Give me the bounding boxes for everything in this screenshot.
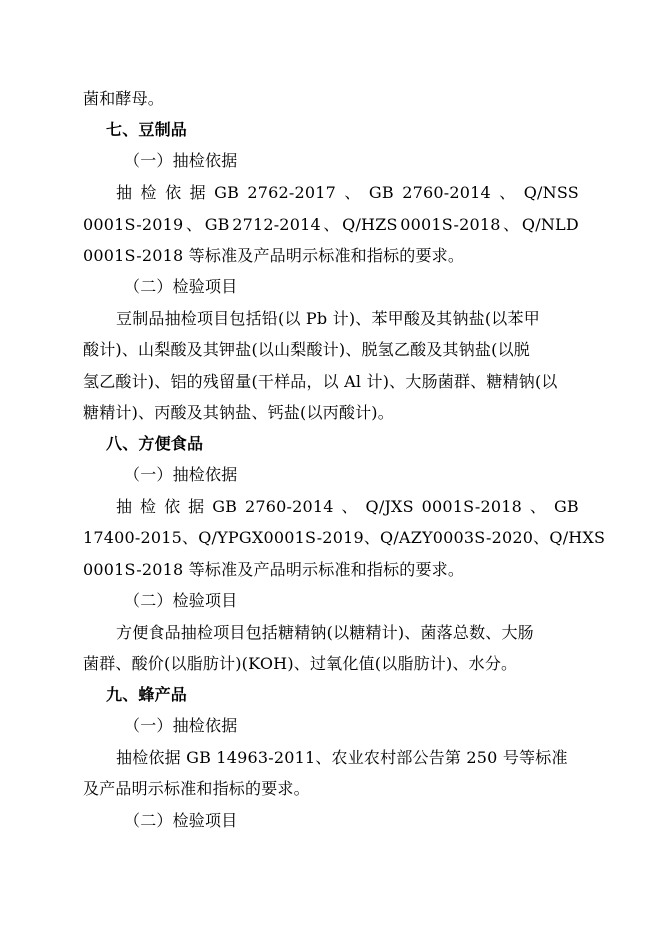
- paragraph-line: [116, 183, 579, 203]
- text-segment: GB: [214, 183, 240, 202]
- text-segment: GB: [212, 497, 238, 516]
- subheading-test-items: （二）检验项目: [124, 591, 238, 610]
- paragraph-line: 方便食品抽检项目包括糖精钠(以糖精计)、菌落总数、大肠: [116, 623, 534, 642]
- text-segment: 抽: [116, 497, 133, 516]
- text-segment: 2762-2017: [247, 183, 337, 202]
- text-segment: Q/HZS: [342, 215, 398, 234]
- text-segment: Q/NLD: [521, 215, 579, 234]
- text-segment: 检: [140, 183, 157, 202]
- paragraph-line: [116, 497, 579, 517]
- paragraph-line: 抽检依据 GB 14963-2011、农业农村部公告第 250 号等标准: [116, 748, 568, 767]
- text-segment: 0001S-2018: [400, 215, 501, 234]
- paragraph-line: [83, 528, 606, 548]
- text-segment: 依: [165, 183, 182, 202]
- text-segment: 、: [503, 215, 520, 234]
- text-segment: 0003S-2020、Q/HXS: [432, 528, 606, 547]
- subheading-inspection-basis: （一）抽检依据: [124, 151, 238, 170]
- text-segment: 抽: [116, 183, 133, 202]
- text-segment: 检: [140, 497, 157, 516]
- text-segment: 、: [529, 497, 547, 516]
- section-heading-soy-products: 七、豆制品: [106, 120, 188, 139]
- paragraph-line: 豆制品抽检项目包括铅(以 Pb 计)、苯甲酸及其钠盐(以苯甲: [116, 309, 540, 328]
- text-segment: GB: [368, 183, 394, 202]
- text-segment: 2760-2014: [244, 497, 334, 516]
- text-segment: 据: [188, 497, 205, 516]
- text-segment: 0001S-2019: [83, 215, 184, 234]
- paragraph-line: 氢乙酸计)、铝的残留量(干样品，以 Al 计)、大肠菌群、糖精钠(以: [83, 372, 558, 391]
- text-segment: 17400-2015、Q/YPGX: [83, 528, 264, 547]
- text-segment: 、: [185, 215, 203, 234]
- paragraph-continuation: 菌和酵母。: [83, 89, 165, 108]
- subheading-test-items: （二）检验项目: [124, 811, 238, 830]
- paragraph-line: [83, 215, 579, 235]
- text-segment: 、: [344, 183, 361, 202]
- text-segment: 2712-2014: [232, 215, 321, 234]
- text-segment: GB: [204, 215, 230, 234]
- text-segment: GB: [553, 497, 579, 516]
- paragraph-line: 菌群、酸价(以脂肪计)(KOH)、过氧化值(以脂肪计)、水分。: [83, 654, 518, 673]
- text-segment: 0001S-2019、Q/AZY: [263, 528, 433, 547]
- text-segment: 0001S-2018: [421, 497, 523, 516]
- subheading-test-items: （二）检验项目: [124, 277, 238, 296]
- text-segment: 据: [189, 183, 206, 202]
- text-segment: Q/NSS: [523, 183, 579, 202]
- section-heading-convenience-food: 八、方便食品: [106, 434, 204, 453]
- text-segment: Q/JXS: [365, 497, 414, 516]
- paragraph-line: 0001S-2018 等标准及产品明示标准和指标的要求。: [83, 246, 465, 265]
- subheading-inspection-basis: （一）抽检依据: [124, 716, 238, 735]
- text-segment: 、: [341, 497, 358, 516]
- text-segment: 、: [499, 183, 516, 202]
- subheading-inspection-basis: （一）抽检依据: [124, 465, 238, 484]
- paragraph-line: 0001S-2018 等标准及产品明示标准和指标的要求。: [83, 560, 465, 579]
- paragraph-line: 糖精计)、丙酸及其钠盐、钙盐(以丙酸计)。: [83, 403, 394, 422]
- text-segment: 依: [164, 497, 181, 516]
- paragraph-line: 及产品明示标准和指标的要求。: [83, 779, 310, 798]
- text-segment: 、: [323, 215, 340, 234]
- paragraph-line: 酸计)、山梨酸及其钾盐(以山梨酸计)、脱氢乙酸及其钠盐(以脱: [83, 340, 530, 359]
- text-segment: 2760-2014: [402, 183, 491, 202]
- section-heading-bee-products: 九、蜂产品: [106, 685, 188, 704]
